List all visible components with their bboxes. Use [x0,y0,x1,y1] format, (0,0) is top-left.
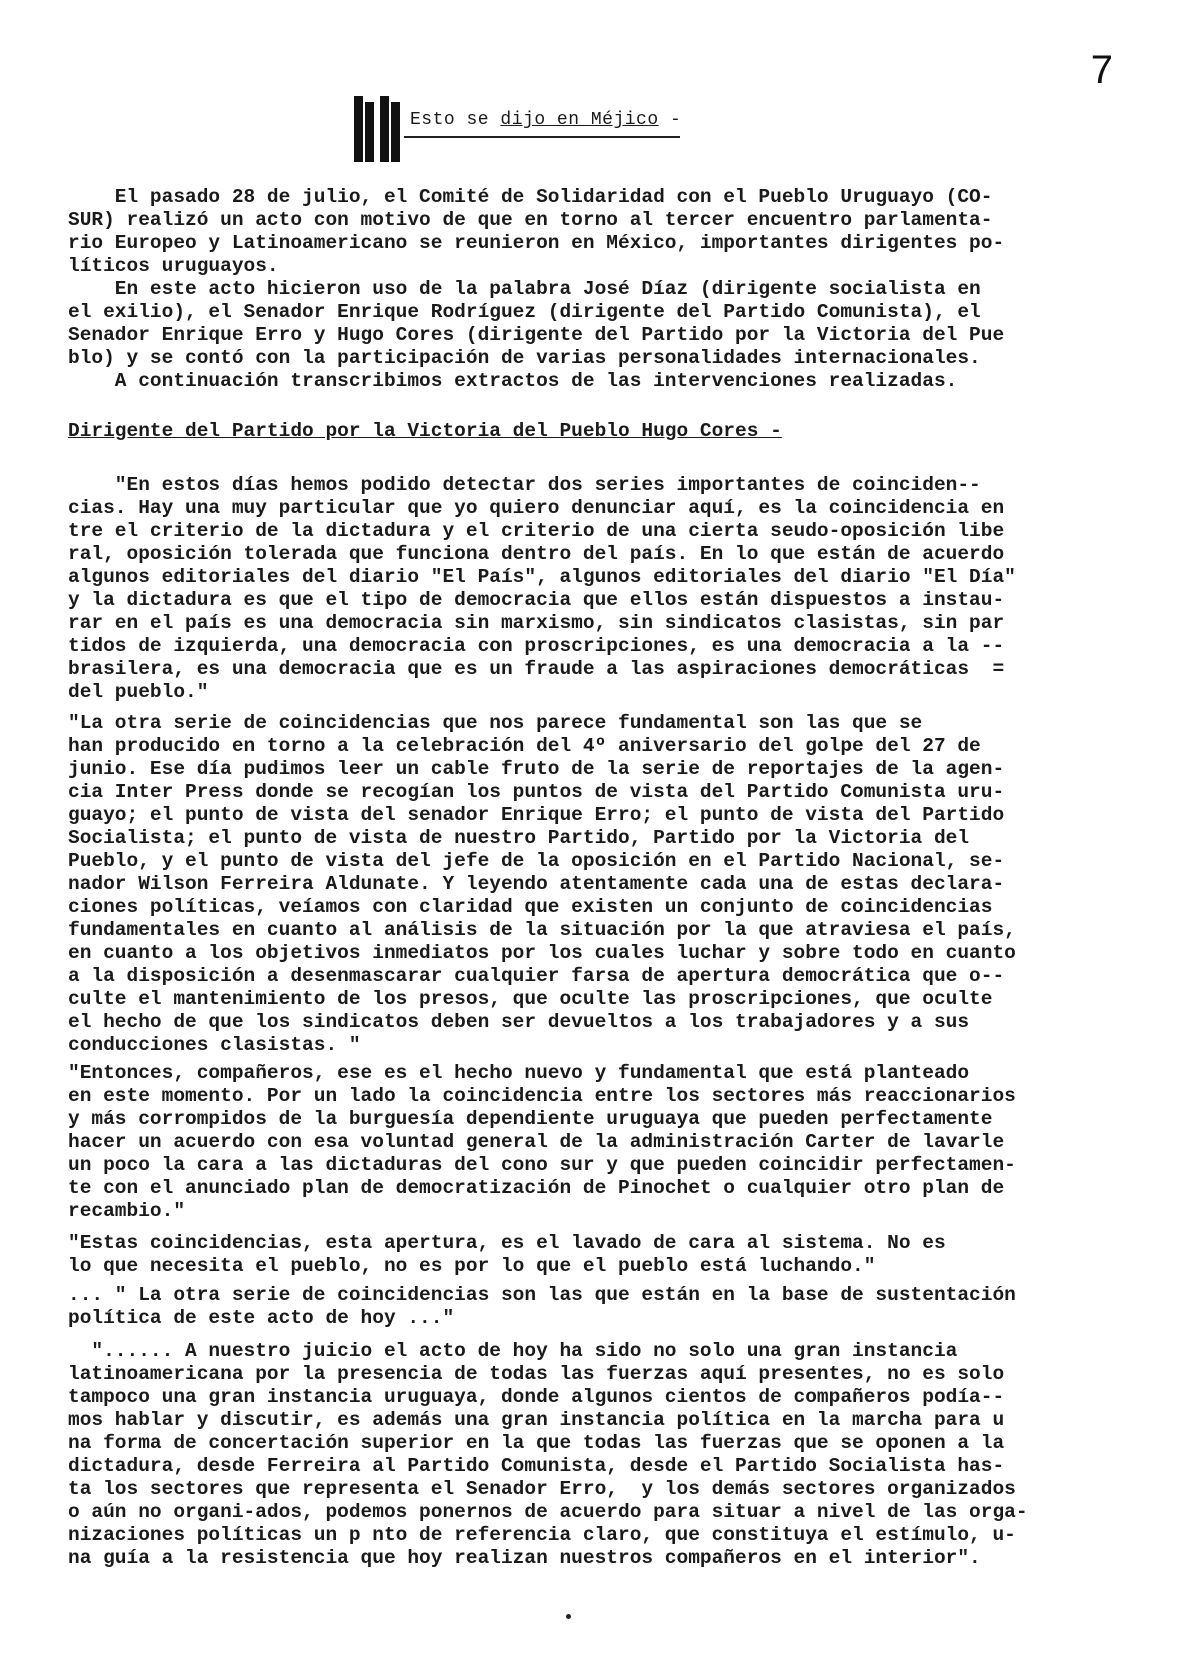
text-line: o aún no organi-ados, podemos ponernos de acuerdo para situar a nivel de las orga- [68,1501,1028,1523]
text-line: el hecho de que los sindicatos deben ser devueltos a los trabajadores y a sus [68,1011,970,1033]
text-line: latinoamericana por la presencia de todas las fuerzas aquí presentes, no es solo [68,1363,1005,1385]
text-line: algunos editoriales del diario "El País", algunos editoriales del diario "El Día" [68,566,1016,588]
text-line: guayo; el punto de vista del senador Enrique Erro; el punto de vista del Partido [68,804,1005,826]
speaker-subheading: Dirigente del Partido por la Victoria del Pueblo Hugo Cores - [68,420,782,442]
text-line: blo) y se contó con la participación de varias personalidades internacionales. [68,347,981,369]
title-suffix: - [658,110,682,130]
title-prefix: Esto se [410,110,501,130]
text-line: na guía a la resistencia que hoy realizan nuestros compañeros en el interior". [68,1547,981,1569]
text-line: nador Wilson Ferreira Aldunate. Y leyendo atentamente cada una de estas declara- [68,873,1005,895]
text-line: un poco la cara a las dictaduras del cono sur y que pueden coincidir perfectamen- [68,1154,1016,1176]
text-line: na forma de concertación superior en la que todas las fuerzas que se oponen a la [68,1432,1005,1454]
quote-paragraph-5 [68,1284,1068,1330]
text-line: en cuanto a los objetivos inmediatos por los cuales luchar y sobre todo en cuanto [68,942,1016,964]
quote-paragraph-1 [68,474,1068,704]
text-line: y más corrompidos de la burguesía dependiente uruguaya que pueden perfectamente [68,1108,993,1130]
text-line: el exilio), el Senador Enrique Rodríguez (dirigente del Partido Comunista), el [68,301,981,323]
text-line: "...... A nuestro juicio el acto de hoy ha sido no solo una gran instancia [68,1340,958,1362]
text-line: Senador Enrique Erro y Hugo Cores (dirigente del Partido por la Victoria del Pue [68,324,1005,346]
text-line: "En estos días hemos podido detectar dos series importantes de coinciden-- [68,474,981,496]
text-line: en este momento. Por un lado la coincidencia entre los sectores más reaccionarios [68,1085,1016,1107]
text-line: cias. Hay una muy particular que yo quiero denunciar aquí, es la coincidencia en [68,497,1005,519]
text-line: política de este acto de hoy ..." [68,1307,455,1329]
text-line: fundamentales en cuanto al análisis de la situación por la que atraviesa el país, [68,919,1016,941]
title-rule [404,136,680,138]
text-line: te con el anunciado plan de democratización de Pinochet o cualquier otro plan de [68,1177,1005,1199]
text-line: lo que necesita el pueblo, no es por lo que el pueblo está luchando." [68,1255,876,1277]
intro-paragraph [68,186,1068,393]
text-line: ral, oposición tolerada que funciona dentro del país. En lo que están de acuerdo [68,543,1005,565]
text-line: rar en el país es una democracia sin marxismo, sin sindicatos clasistas, sin par [68,612,1005,634]
text-line: junio. Ese día pudimos leer un cable fruto de la serie de reportajes de la agen- [68,758,1005,780]
text-line: dictadura, desde Ferreira al Partido Comunista, desde el Partido Socialista has- [68,1455,1005,1477]
text-line: y la dictadura es que el tipo de democracia que ellos están dispuestos a instau- [68,589,1005,611]
text-line: A continuación transcribimos extractos de las intervenciones realizadas. [68,370,958,392]
quote-paragraph-3 [68,1062,1068,1223]
page-number: 7 [1090,48,1113,92]
text-line: del pueblo." [68,681,209,703]
quote-paragraph-4 [68,1232,1068,1278]
text-line: Pueblo, y el punto de vista del jefe de la oposición en el Partido Nacional, se- [68,850,1005,872]
text-line: culte el mantenimiento de los presos, que oculte las proscripciones, que oculte [68,988,993,1010]
text-line: han producido en torno a la celebración del 4º aniversario del golpe del 27 de [68,735,981,757]
text-line: "La otra serie de coincidencias que nos parece fundamental son las que se [68,712,923,734]
text-line: "Estas coincidencias, esta apertura, es el lavado de cara al sistema. No es [68,1232,946,1254]
quote-paragraph-2 [68,712,1068,1057]
text-line: ta los sectores que representa el Senador Erro, y los demás sectores organizados [68,1478,1016,1500]
text-line: ciones políticas, veíamos con claridad que existen un conjunto de coincidencias [68,896,993,918]
text-line: a la disposición a desenmascarar cualquier farsa de apertura democrática que o-- [68,965,1005,987]
text-line: rio Europeo y Latinoamericano se reunieron en México, importantes dirigentes po- [68,232,1005,254]
text-line: tampoco una gran instancia uruguaya, donde algunos cientos de compañeros podía-- [68,1386,1005,1408]
text-line: SUR) realizó un acto con motivo de que en torno al tercer encuentro parlamenta- [68,209,993,231]
text-line: nizaciones políticas un p nto de referencia claro, que constituya el estímulo, u- [68,1524,1016,1546]
text-line: recambio." [68,1200,186,1222]
text-line: Socialista; el punto de vista de nuestro Partido, Partido por la Victoria del [68,827,970,849]
bars-logo-icon [352,94,404,166]
text-line: mos hablar y discutir, es además una gran instancia política en la marcha para u [68,1409,1005,1431]
text-line: cia Inter Press donde se recogían los puntos de vista del Partido Comunista uru- [68,781,1005,803]
text-line: El pasado 28 de julio, el Comité de Solidaridad con el Pueblo Uruguayo (CO- [68,186,993,208]
quote-paragraph-6 [68,1340,1068,1570]
text-line: conducciones clasistas. " [68,1034,361,1056]
article-title [410,110,681,130]
text-line: brasilera, es una democracia que es un fraude a las aspiraciones democráticas = [68,658,1005,680]
text-line: En este acto hicieron uso de la palabra José Díaz (dirigente socialista en [68,278,981,300]
title-underlined: dijo en Méjico [500,110,659,130]
text-line: ... " La otra serie de coincidencias son las que están en la base de sustentación [68,1284,1016,1306]
text-line: tre el criterio de la dictadura y el criterio de una cierta seudo-oposición libe [68,520,1005,542]
text-line: tidos de izquierda, una democracia con proscripciones, es una democracia a la -- [68,635,1005,657]
text-line: líticos uruguayos. [68,255,279,277]
ink-dot [566,1614,571,1619]
text-line: "Entonces, compañeros, ese es el hecho nuevo y fundamental que está planteado [68,1062,970,1084]
text-line: hacer un acuerdo con esa voluntad general de la administración Carter de lavarle [68,1131,1005,1153]
